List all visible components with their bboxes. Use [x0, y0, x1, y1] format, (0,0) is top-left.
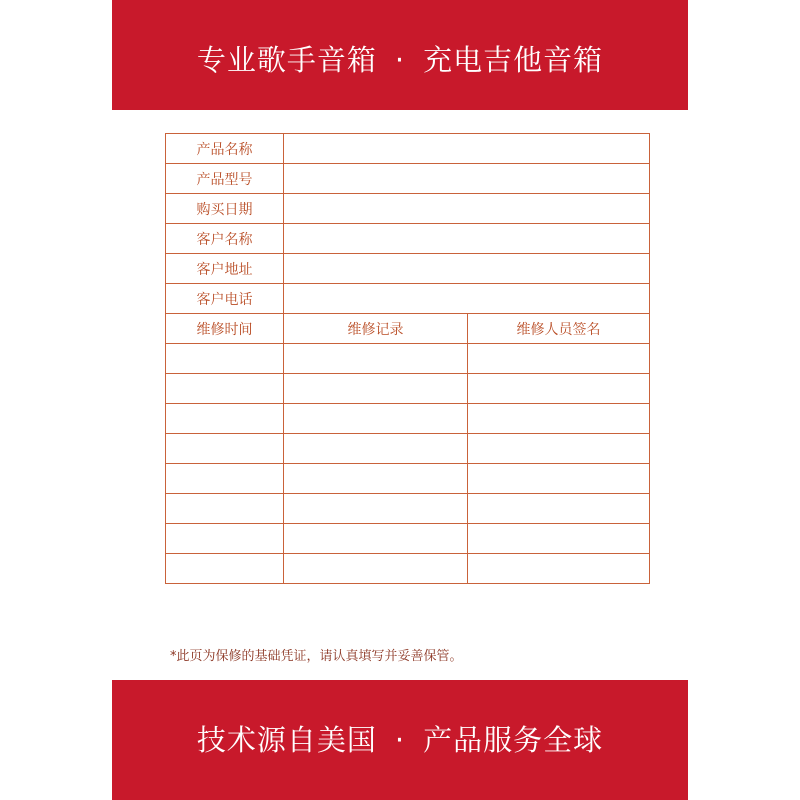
customer-name-field[interactable] [284, 224, 650, 254]
repair-record-cell[interactable] [284, 524, 468, 554]
field-label: 客户地址 [166, 254, 284, 284]
purchase-date-field[interactable] [284, 194, 650, 224]
footer-slogan [197, 718, 603, 759]
warranty-form-table [165, 133, 650, 584]
repair-time-cell[interactable] [166, 554, 284, 584]
repair-time-cell[interactable] [166, 404, 284, 434]
field-label: 购买日期 [166, 194, 284, 224]
repair-record-cell[interactable] [284, 374, 468, 404]
repair-record-cell[interactable] [284, 404, 468, 434]
field-row-customer-name [166, 224, 650, 254]
customer-phone-field[interactable] [284, 284, 650, 314]
repair-signature-cell[interactable] [468, 494, 650, 524]
repair-time-cell[interactable] [166, 494, 284, 524]
field-row-product-name [166, 134, 650, 164]
field-label: 客户名称 [166, 224, 284, 254]
repair-row [166, 404, 650, 434]
product-name-field[interactable] [284, 134, 650, 164]
repair-time-cell[interactable] [166, 464, 284, 494]
repair-header-row [166, 314, 650, 344]
field-label: 客户电话 [166, 284, 284, 314]
header-slogan-right: 充电吉他音箱 [423, 42, 604, 77]
footer-separator: · [394, 722, 406, 757]
repair-time-cell[interactable] [166, 524, 284, 554]
repair-signature-cell[interactable] [468, 374, 650, 404]
footer-slogan-right: 产品服务全球 [423, 722, 604, 757]
repair-signature-cell[interactable] [468, 524, 650, 554]
field-row-purchase-date [166, 194, 650, 224]
repair-time-cell[interactable] [166, 344, 284, 374]
repair-record-cell[interactable] [284, 434, 468, 464]
repair-time-cell[interactable] [166, 374, 284, 404]
repair-signature-cell[interactable] [468, 464, 650, 494]
repair-signature-cell[interactable] [468, 344, 650, 374]
header-slogan-left: 专业歌手音箱 [196, 42, 377, 77]
repair-record-cell[interactable] [284, 464, 468, 494]
repair-row [166, 344, 650, 374]
field-label: 产品名称 [166, 134, 284, 164]
field-row-product-model [166, 164, 650, 194]
header-slogan [197, 38, 603, 79]
repair-record-cell[interactable] [284, 494, 468, 524]
repair-record-cell[interactable] [284, 344, 468, 374]
customer-address-field[interactable] [284, 254, 650, 284]
repair-record-cell[interactable] [284, 554, 468, 584]
repair-time-cell[interactable] [166, 434, 284, 464]
field-row-customer-address [166, 254, 650, 284]
repair-row [166, 524, 650, 554]
footer-slogan-left: 技术源自美国 [196, 722, 377, 757]
repair-signature-cell[interactable] [468, 404, 650, 434]
footer-banner [112, 680, 688, 800]
repair-row [166, 434, 650, 464]
header-separator: · [394, 42, 406, 77]
repair-signature-cell[interactable] [468, 434, 650, 464]
header-banner [112, 0, 688, 110]
repair-row [166, 374, 650, 404]
repair-signature-cell[interactable] [468, 554, 650, 584]
product-model-field[interactable] [284, 164, 650, 194]
repair-time-header: 维修时间 [166, 314, 284, 344]
repair-signature-header: 维修人员签名 [468, 314, 650, 344]
warranty-note: *此页为保修的基础凭证，请认真填写并妥善保管。 [170, 649, 463, 664]
repair-row [166, 464, 650, 494]
repair-record-header: 维修记录 [284, 314, 468, 344]
repair-row [166, 494, 650, 524]
field-row-customer-phone [166, 284, 650, 314]
field-label: 产品型号 [166, 164, 284, 194]
repair-row [166, 554, 650, 584]
